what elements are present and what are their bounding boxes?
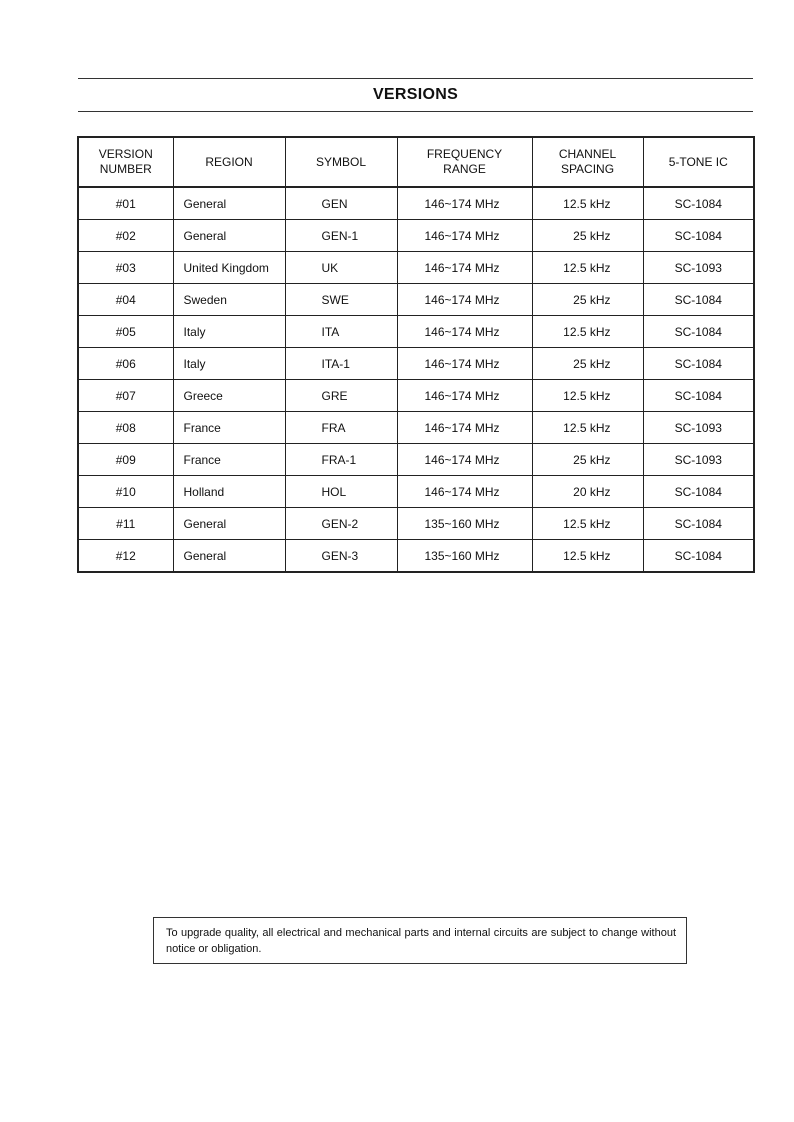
cell-version-number: #03	[78, 252, 173, 284]
cell-region: Italy	[173, 316, 285, 348]
cell-channel-spacing: 12.5 kHz	[532, 187, 643, 220]
header-5-tone-ic: 5-TONE IC	[643, 137, 754, 187]
cell-frequency-range: 146~174 MHz	[397, 187, 532, 220]
cell-symbol: FRA-1	[285, 444, 397, 476]
cell-symbol: HOL	[285, 476, 397, 508]
cell-channel-spacing: 12.5 kHz	[532, 252, 643, 284]
table-row	[78, 540, 754, 573]
table-row	[78, 220, 754, 252]
cell-region: General	[173, 220, 285, 252]
cell-channel-spacing: 25 kHz	[532, 284, 643, 316]
cell-region: Greece	[173, 380, 285, 412]
cell-version-number: #02	[78, 220, 173, 252]
table-row	[78, 412, 754, 444]
cell-frequency-range: 146~174 MHz	[397, 412, 532, 444]
table-row	[78, 380, 754, 412]
cell-version-number: #12	[78, 540, 173, 573]
cell-frequency-range: 146~174 MHz	[397, 444, 532, 476]
cell-region: Sweden	[173, 284, 285, 316]
cell-frequency-range: 146~174 MHz	[397, 316, 532, 348]
cell-frequency-range: 146~174 MHz	[397, 348, 532, 380]
cell-region: Holland	[173, 476, 285, 508]
cell-channel-spacing: 12.5 kHz	[532, 540, 643, 573]
cell-version-number: #10	[78, 476, 173, 508]
cell-5-tone-ic: SC-1093	[643, 252, 754, 284]
table-row	[78, 444, 754, 476]
cell-channel-spacing: 12.5 kHz	[532, 508, 643, 540]
cell-symbol: GRE	[285, 380, 397, 412]
cell-frequency-range: 135~160 MHz	[397, 540, 532, 573]
cell-5-tone-ic: SC-1084	[643, 508, 754, 540]
table-row	[78, 476, 754, 508]
cell-symbol: UK	[285, 252, 397, 284]
cell-version-number: #09	[78, 444, 173, 476]
cell-5-tone-ic: SC-1084	[643, 540, 754, 573]
header-region: REGION	[173, 137, 285, 187]
cell-5-tone-ic: SC-1084	[643, 187, 754, 220]
cell-version-number: #07	[78, 380, 173, 412]
cell-channel-spacing: 25 kHz	[532, 220, 643, 252]
cell-region: General	[173, 540, 285, 573]
cell-version-number: #08	[78, 412, 173, 444]
cell-version-number: #11	[78, 508, 173, 540]
cell-5-tone-ic: SC-1084	[643, 316, 754, 348]
table-row	[78, 348, 754, 380]
cell-frequency-range: 146~174 MHz	[397, 252, 532, 284]
cell-symbol: GEN	[285, 187, 397, 220]
header-symbol: SYMBOL	[285, 137, 397, 187]
cell-5-tone-ic: SC-1084	[643, 476, 754, 508]
notice-text: To upgrade quality, all electrical and mechanical parts and internal circuits are subject to change without notice or obligation.	[166, 927, 676, 955]
cell-symbol: GEN-2	[285, 508, 397, 540]
table-row	[78, 187, 754, 220]
cell-frequency-range: 146~174 MHz	[397, 380, 532, 412]
cell-5-tone-ic: SC-1093	[643, 444, 754, 476]
cell-region: General	[173, 187, 285, 220]
cell-channel-spacing: 25 kHz	[532, 348, 643, 380]
top-rule	[78, 78, 753, 79]
cell-version-number: #05	[78, 316, 173, 348]
cell-5-tone-ic: SC-1084	[643, 220, 754, 252]
cell-frequency-range: 146~174 MHz	[397, 476, 532, 508]
cell-region: France	[173, 444, 285, 476]
cell-region: General	[173, 508, 285, 540]
versions-table	[77, 136, 755, 573]
cell-channel-spacing: 25 kHz	[532, 444, 643, 476]
table-row	[78, 284, 754, 316]
cell-symbol: GEN-1	[285, 220, 397, 252]
table-row	[78, 252, 754, 284]
cell-channel-spacing: 12.5 kHz	[532, 412, 643, 444]
cell-symbol: GEN-3	[285, 540, 397, 573]
cell-region: Italy	[173, 348, 285, 380]
cell-version-number: #01	[78, 187, 173, 220]
bottom-rule	[78, 111, 753, 112]
cell-frequency-range: 146~174 MHz	[397, 220, 532, 252]
cell-channel-spacing: 12.5 kHz	[532, 316, 643, 348]
cell-symbol: FRA	[285, 412, 397, 444]
cell-symbol: ITA-1	[285, 348, 397, 380]
cell-5-tone-ic: SC-1084	[643, 380, 754, 412]
notice-box	[153, 917, 687, 964]
cell-version-number: #04	[78, 284, 173, 316]
table-row	[78, 508, 754, 540]
cell-symbol: SWE	[285, 284, 397, 316]
cell-region: France	[173, 412, 285, 444]
cell-5-tone-ic: SC-1084	[643, 348, 754, 380]
cell-region: United Kingdom	[173, 252, 285, 284]
cell-frequency-range: 135~160 MHz	[397, 508, 532, 540]
page-title: VERSIONS	[372, 86, 459, 103]
cell-symbol: ITA	[285, 316, 397, 348]
table-header-row	[78, 137, 754, 187]
table-row	[78, 316, 754, 348]
cell-5-tone-ic: SC-1084	[643, 284, 754, 316]
header-channel-spacing: CHANNEL SPACING	[532, 137, 643, 187]
cell-channel-spacing: 12.5 kHz	[532, 380, 643, 412]
cell-channel-spacing: 20 kHz	[532, 476, 643, 508]
cell-frequency-range: 146~174 MHz	[397, 284, 532, 316]
header-version-number: VERSION NUMBER	[78, 137, 173, 187]
cell-5-tone-ic: SC-1093	[643, 412, 754, 444]
header-frequency-range: FREQUENCY RANGE	[397, 137, 532, 187]
cell-version-number: #06	[78, 348, 173, 380]
